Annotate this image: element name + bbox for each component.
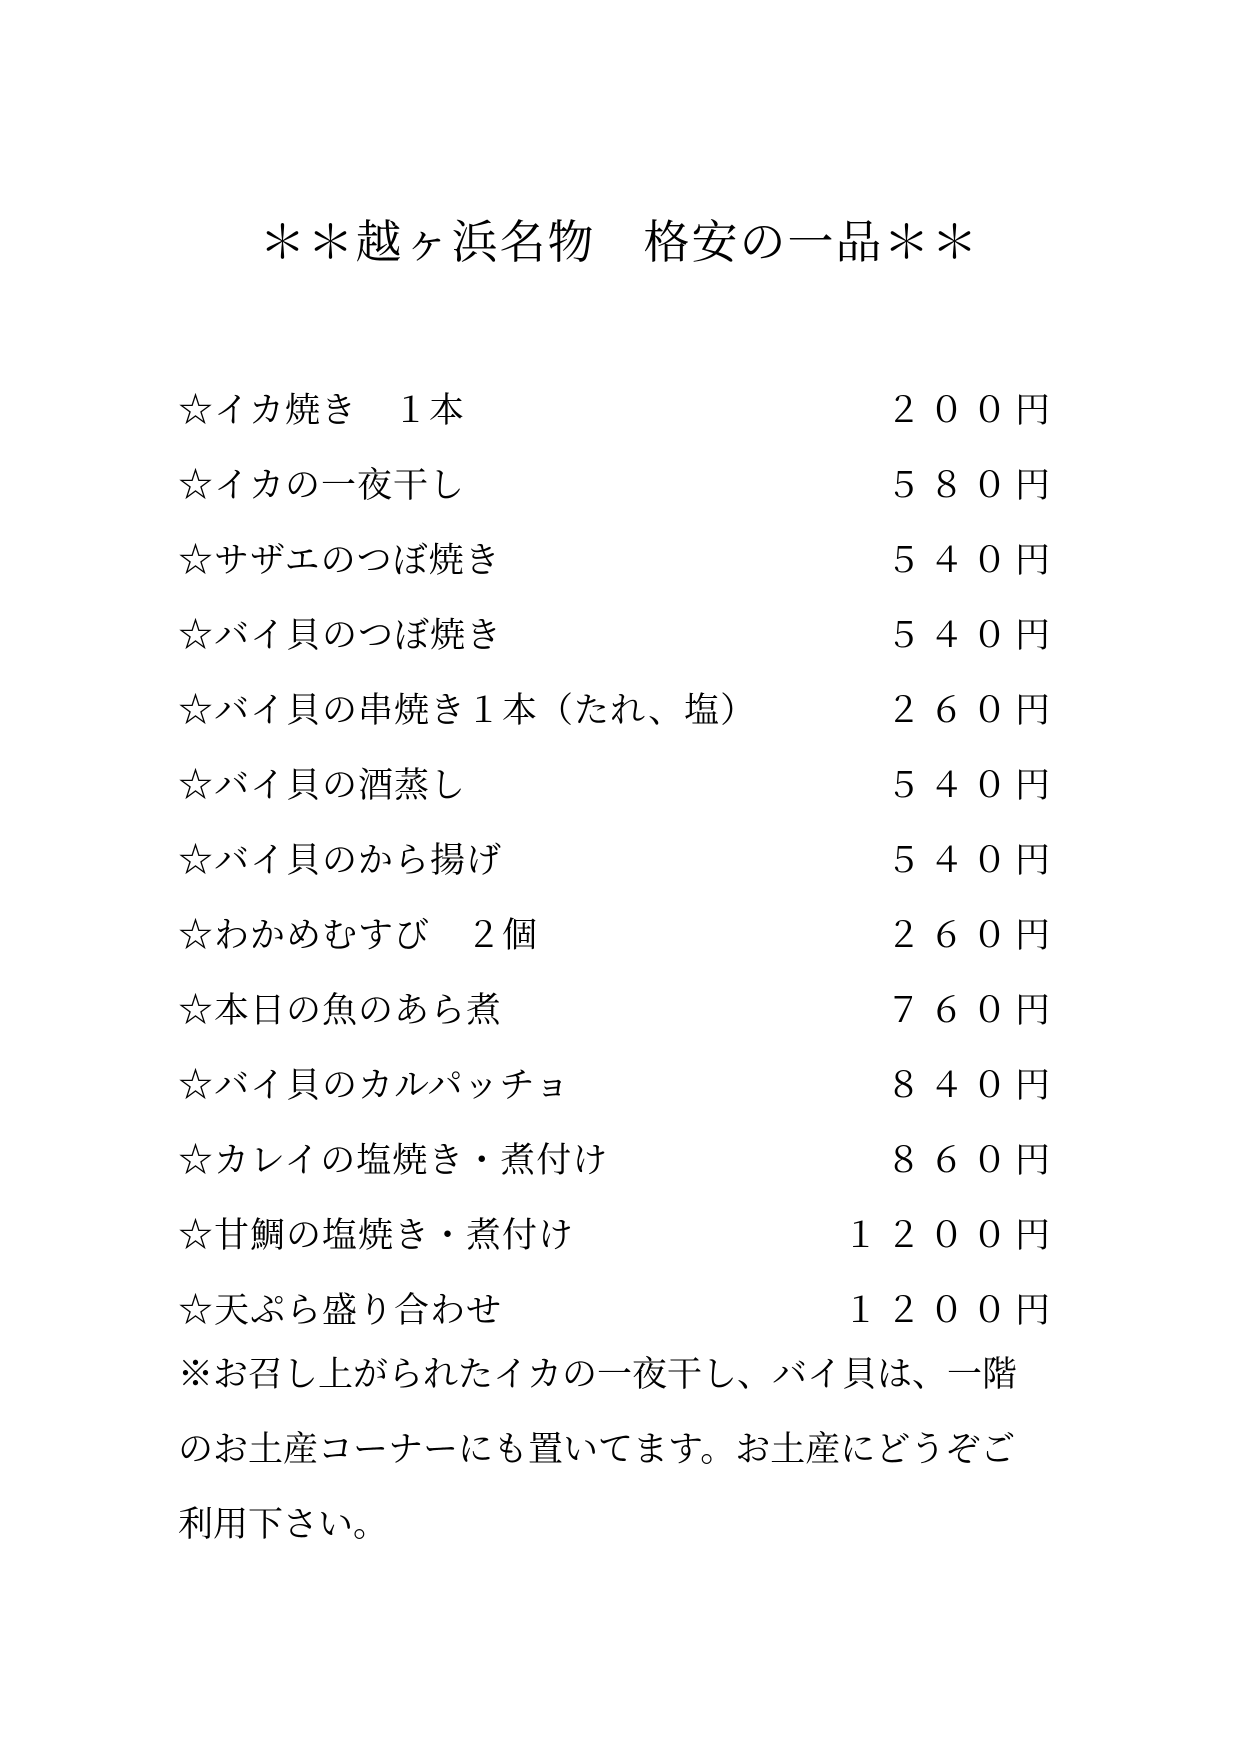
menu-item-name: ☆わかめむすび ２個 [178,915,539,956]
footnote-line: 利用下さい。 [178,1505,389,1545]
menu-item-price: ５８０円 [885,465,1058,506]
menu-item [178,520,1058,595]
menu-item-price: ５４０円 [885,840,1058,881]
menu-item-price: ８６０円 [885,1140,1058,1181]
menu-item-price: ５４０円 [885,540,1058,581]
footnote [178,1338,1078,1563]
menu-item-price: １２００円 [842,1290,1058,1331]
menu-item-name: ☆カレイの塩焼き・煮付け [178,1140,609,1181]
footnote-line: ※お召し上がられたイカの一夜干し、バイ貝は、一階 [178,1355,1017,1395]
menu-item [178,370,1058,445]
menu-item-price: ５４０円 [885,615,1058,656]
menu-item-price: ２６０円 [885,690,1058,731]
menu-item-price: ２００円 [885,390,1058,431]
menu-item-name: ☆天ぷら盛り合わせ [178,1290,503,1331]
menu-item [178,1270,1058,1345]
menu-item-price: ７６０円 [885,990,1058,1031]
menu-item [178,670,1058,745]
menu-item-price: ２６０円 [885,915,1058,956]
menu-item-name: ☆バイ貝のつぼ焼き [178,615,503,656]
menu-item [178,1045,1058,1120]
menu-item-name: ☆イカ焼き １本 [178,390,465,431]
menu-item-name: ☆バイ貝の酒蒸し [178,765,467,806]
menu-item [178,970,1058,1045]
menu-item [178,445,1058,520]
menu-item-price: ５４０円 [885,765,1058,806]
menu-item-name: ☆バイ貝のから揚げ [178,840,503,881]
menu-list [178,370,1058,1345]
menu-item-price: ８４０円 [885,1065,1058,1106]
menu-item-name: ☆イカの一夜干し [178,465,465,506]
menu-item-name: ☆バイ貝の串焼き１本（たれ、塩） [178,690,757,731]
menu-item-name: ☆バイ貝のカルパッチョ [178,1065,571,1106]
menu-item [178,820,1058,895]
menu-item-price: １２００円 [842,1215,1058,1256]
footnote-line: のお土産コーナーにも置いてます。お土産にどうぞご [178,1430,1016,1470]
menu-item [178,595,1058,670]
menu-item-name: ☆サザエのつぼ焼き [178,540,501,581]
menu-item [178,745,1058,820]
page-title: ＊＊越ヶ浜名物 格安の一品＊＊ [259,215,980,269]
menu-item-name: ☆本日の魚のあら煮 [178,990,503,1031]
menu-item [178,1120,1058,1195]
menu-item-name: ☆甘鯛の塩焼き・煮付け [178,1215,575,1256]
menu-item [178,895,1058,970]
menu-item [178,1195,1058,1270]
